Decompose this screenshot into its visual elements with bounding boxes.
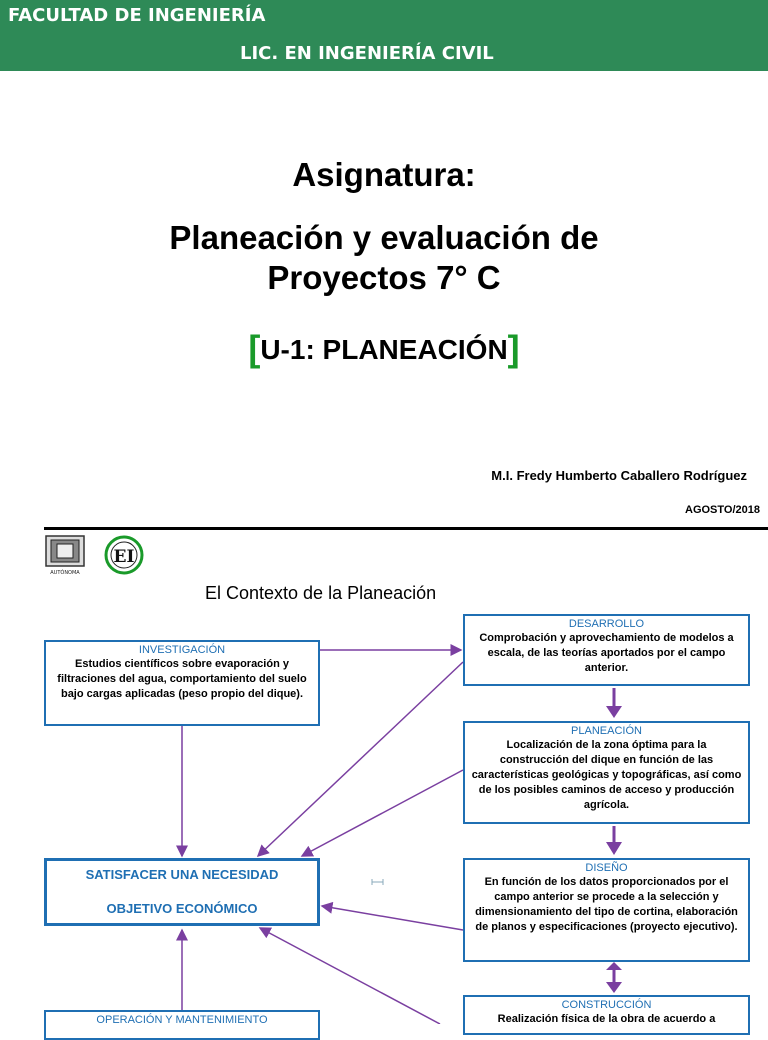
box-operacion	[44, 1010, 320, 1040]
diseno-heading: DISEÑO	[585, 862, 628, 874]
box-objetivo	[44, 858, 320, 926]
construccion-heading: CONSTRUCCIÓN	[561, 999, 652, 1011]
arrowhead-con	[606, 982, 622, 993]
small-cursor-mark	[372, 879, 383, 885]
planeacion-body: Localización de la zona óptima para la construcción del dique en función de las características geológicas y topográficas, así como de los posibles caminos de acceso y producción agrícola.	[471, 739, 742, 811]
box-construccion	[463, 995, 750, 1035]
operacion-heading: OPERACIÓN Y MANTENIMIENTO	[96, 1014, 268, 1026]
faculty-name: FACULTAD DE INGENIERÍA	[8, 5, 266, 26]
planeacion-heading: PLANEACIÓN	[571, 725, 642, 737]
arrowhead-dis-up	[606, 962, 622, 970]
author-name: M.I. Fredy Humberto Caballero Rodríguez	[491, 468, 747, 483]
unit-title: U-1: PLANEACIÓN	[260, 334, 508, 365]
date-label: AGOSTO/2018	[685, 504, 760, 516]
arrow-dis-sat	[322, 906, 463, 930]
seal-caption: AUTÓNOMA	[50, 570, 80, 576]
course-title-line2: Proyectos 7° C	[267, 259, 501, 296]
desarrollo-body: Comprobación y aprovechamiento de modelos a escala, de las teorías aportados por el campo anterior.	[479, 632, 734, 674]
box-planeacion	[463, 721, 750, 824]
program-name: LIC. EN INGENIERÍA CIVIL	[240, 43, 494, 64]
course-label: Asignatura:	[292, 156, 476, 193]
arrowhead-pla	[606, 706, 622, 718]
desarrollo-heading: DESARROLLO	[568, 618, 645, 630]
arrow-pla-sat	[302, 770, 463, 856]
course-title-line1: Planeación y evaluación de	[169, 219, 599, 256]
box-diseno	[463, 858, 750, 962]
arrowhead-dis	[606, 842, 622, 855]
investigacion-body: Estudios científicos sobre evaporación y filtraciones del agua, comportamiento del suelo bajo cargas aplicadas (peso propio del dique).	[57, 658, 307, 700]
box-desarrollo	[463, 614, 750, 686]
diseno-body: En función de los datos proporcionados por el campo anterior se procede a la selección y dimensionamiento del tipo de cortina, elaboración de planos y especificaciones (proyecto ejecutivo).	[475, 876, 738, 933]
close-bracket: ]	[507, 328, 520, 369]
objetivo-line2: OBJETIVO ECONÓMICO	[106, 901, 258, 916]
box-investigacion	[44, 640, 320, 726]
objetivo-line1: SATISFACER UNA NECESIDAD	[85, 867, 279, 882]
investigacion-heading: INVESTIGACIÓN	[138, 644, 226, 656]
diagram-title: El Contexto de la Planeación	[205, 583, 437, 603]
open-bracket: [	[248, 328, 261, 369]
logo-letters: EI	[113, 547, 135, 567]
construccion-body: Realización física de la obra de acuerdo a	[497, 1013, 716, 1025]
